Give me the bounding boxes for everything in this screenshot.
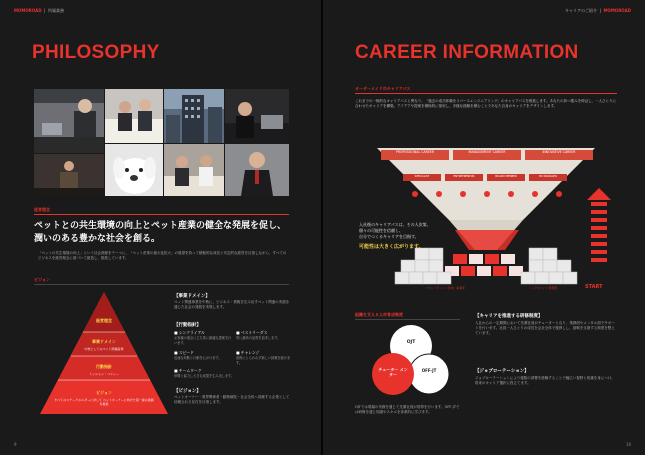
pyramid-tier4-text: すべてのステークホルダーに対して ペットオーナーに向けた第一線の価値を提供 [54, 398, 154, 406]
pyramid-tier1-label: 経営理念 [96, 318, 112, 323]
photo-presenter [34, 89, 104, 153]
brand-logo: MOMOROAD [603, 8, 631, 13]
principle-title: チャレンジ [240, 350, 260, 355]
career-steps [445, 254, 523, 276]
growth-label: 組織を支える人材育成制度 [355, 312, 403, 317]
header-section: キャリアのご紹介 [565, 8, 597, 13]
principle-item: ■ シンクライアル お客様の視点に立ち常に最適な提案を行います。 [174, 330, 232, 345]
growth-left-body: OJTでは現場の実務を通じて先輩社員が指導を行います。OFF-JTでは研修を通じ知識やスキルを体系的に学びます。 [355, 405, 460, 415]
principle-title: スピード [178, 350, 194, 355]
principles-heading: 【行動指針】 [174, 323, 201, 328]
funnel-highlight: 可能性は大きく広がります。 [359, 244, 424, 250]
mission-lead-line2: 潤いのある豊かな社会を創る。 [34, 234, 161, 244]
divider [355, 319, 460, 320]
principle-item: ■ チャレンジ 前例にとらわれず新しい挑戦を続けます。 [236, 350, 294, 365]
photo-building [164, 89, 224, 143]
pyramid-tier3-label: 行動指針 [96, 364, 112, 369]
principle-body: 常に最高の品質を追求します。 [236, 336, 281, 340]
intro-body: これまでの一般的なキャリアパスと異なり、「過去の成功体験をリバースエンジニアリング」のキャリアパスを推進します。あなたの持つ強みを伸ばし、一人ひとりに合わせたキャリアを構築。アイデアや提案を積極的に採用し、多様な経験を積むことであなた自身のキャリアをデザインします。 [355, 99, 617, 109]
philosophy-title: PHILOSOPHY [32, 42, 160, 63]
divider [355, 93, 617, 94]
support-body: 入社からの一定期間において先輩社員がチューターとなり、業務面やメンタル面でサポートを行います。社員一人ひとりの成長を会社全体で後押しし、挑戦を支援する制度を整えています。 [475, 321, 615, 336]
career-path-label: オーダーメイドのキャリアパス [355, 86, 411, 91]
support-heading: 【キャリアを推進する研修制度】 [475, 314, 543, 319]
photo-businessman [225, 144, 289, 196]
photo-discussion [164, 144, 224, 196]
funnel-note [359, 222, 449, 250]
photo-podium [34, 154, 104, 196]
start-arrow [587, 188, 611, 262]
principle-title: シンクライアル [178, 330, 205, 335]
left-page [0, 0, 322, 455]
rotation-heading: 【ジョブローテーション】 [475, 369, 529, 374]
circle-offjt: OFF-JT [421, 368, 437, 373]
principle-body: 仲間と協力し大きな成果を生み出します。 [174, 374, 235, 378]
funnel-role: ENTREPRENEUR [453, 175, 475, 178]
funnel-note-line: 入社後のキャリアパスは、その人次第。 [359, 222, 431, 227]
principle-body: 迅速な判断と行動を心がけます。 [174, 356, 222, 360]
funnel-role: SPECIALIST [414, 175, 430, 178]
principle-item: ■ ベストリーダス 常に最高の品質を追求します。 [236, 330, 294, 341]
funnel-role: BOARD MEMBER [495, 175, 517, 178]
principle-title: チームワーク [178, 368, 202, 373]
photo-office [225, 89, 289, 143]
circle-ojt: OJT [406, 340, 416, 345]
page-number: 10 [625, 442, 631, 447]
funnel-note-line: 自分でつくるキャリアを目指す。 [359, 234, 419, 239]
pyramid-tier2-label: 事業ドメイン [92, 339, 116, 344]
pyramid-tier2-text: 中核としてのペット関連産業 [84, 347, 124, 351]
domain-body: ペット関連事業を中核に、ビジネス・情報を生み出すペット関連の実践を通じた社会の発展を実現します。 [174, 300, 290, 310]
back-office-label: バックオフィス 管理部 [528, 286, 558, 290]
vision-body: ペットオーナー・業界関係者・動物病院・社会全体へ貢献する企業として信頼される存在を目指します。 [174, 395, 290, 405]
page-number: 9 [14, 442, 17, 447]
right-header: キャリアのご紹介 | MOMOROAD [565, 8, 631, 13]
divider [34, 284, 289, 285]
principle-item: ■ チームワーク 仲間と協力し大きな成果を生み出します。 [174, 368, 292, 379]
mission-body: 「ペットの共生環境の向上」という社会貢献をテーマに、「ペット産業の最大化拡大」の展望を持って積極的な成長と安定的な経営を目指しながら、すべてのビジネスを経営理念に基づいて創造し、推進しています。 [38, 251, 287, 261]
right-page [323, 0, 645, 455]
funnel-note-line: 個々の可能性を信頼し、 [359, 228, 403, 233]
vision-heading: 【ビジョン】 [174, 389, 201, 394]
front-office-label: フロントオフィス 営業・事業部 [425, 286, 465, 290]
funnel-category: MANAGEMENT CAREER [468, 150, 506, 154]
principle-item: ■ スピード 迅速な判断と行動を心がけます。 [174, 350, 232, 361]
mission-lead [34, 220, 304, 246]
brand-logo: MOMOROAD [14, 8, 42, 13]
principle-body: お客様の視点に立ち常に最適な提案を行います。 [174, 336, 232, 345]
rotation-body: ジョブローテーションにより複数の部署を経験することで幅広い視野と知識を身につけ、将来のキャリア選択に役立てます。 [475, 376, 615, 386]
growth-circles [367, 322, 455, 402]
left-header: MOMOROAD | 所属業務 [14, 8, 64, 13]
photo-meeting [105, 89, 163, 143]
pyramid-tier4-label: ビジョン [96, 390, 112, 395]
principle-title: ベストリーダス [240, 330, 268, 335]
circle-mentor: チューター メンター [378, 367, 408, 377]
pyramid-tier3-text: ミッション・バリュー [89, 372, 119, 376]
start-label: START [585, 284, 603, 290]
photo-dog [105, 144, 163, 196]
career-title: CAREER INFORMATION [355, 42, 579, 63]
funnel-role: BU MANAGER [539, 175, 557, 178]
header-section: 所属業務 [48, 8, 64, 13]
divider [34, 214, 289, 215]
pyramid-labels [40, 292, 168, 414]
mission-lead-line1: ペットとの共生環境の向上とペット産業の健全な発展を促し、 [34, 221, 287, 231]
domain-heading: 【事業ドメイン】 [174, 294, 210, 299]
principle-body: 前例にとらわれず新しい挑戦を続けます。 [236, 356, 291, 365]
funnel-category: PROFESSIONAL CAREER [395, 150, 435, 154]
vision-label: ビジョン [34, 277, 50, 282]
funnel-category: INNOVATIVE CAREER [542, 150, 576, 154]
mission-label: 経営理念 [34, 207, 50, 212]
